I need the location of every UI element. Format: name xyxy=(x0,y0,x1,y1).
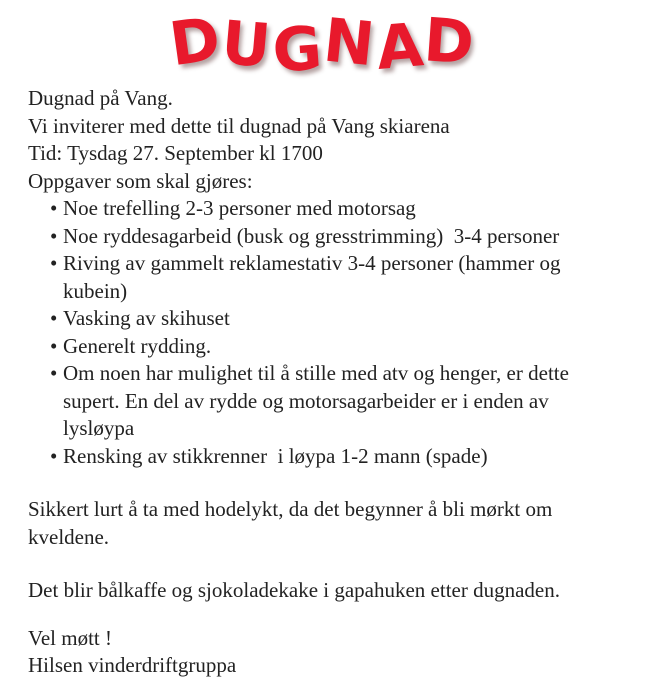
bullet-icon: • xyxy=(50,306,58,330)
closing-line: Sikkert lurt å ta med hodelykt, da det begynner å bli mørkt om xyxy=(28,497,553,521)
signoff-line: Vel møtt ! xyxy=(28,625,112,650)
signoff xyxy=(28,625,620,680)
task-text: Generelt rydding. xyxy=(63,333,212,358)
bullet-icon: • xyxy=(50,443,58,468)
task-list xyxy=(28,195,620,470)
flyer-body xyxy=(0,85,646,680)
task-text: Vasking av skihuset xyxy=(63,306,230,330)
task-text: Noe trefelling 2-3 personer med motorsag xyxy=(63,196,416,220)
task-item xyxy=(28,250,620,305)
intro-line-3: Tid: Tysdag 27. September kl 1700 xyxy=(28,141,323,165)
task-item xyxy=(28,443,620,471)
flyer-page xyxy=(0,4,646,697)
closing-paragraph-headlamp xyxy=(28,496,620,551)
task-text: Om noen har mulighet til å stille med atv og henger, er dette xyxy=(63,361,569,385)
task-text: kubein) xyxy=(63,278,128,303)
task-item xyxy=(28,360,620,443)
bullet-icon: • xyxy=(50,361,58,385)
intro-line-1: Dugnad på Vang. xyxy=(28,86,173,110)
task-text: supert. En del av rydde og motorsagarbeider er i enden av xyxy=(63,388,549,413)
task-text: Riving av gammelt reklamestativ 3-4 personer (hammer og xyxy=(63,251,561,275)
intro-line-2: Vi inviterer med dette til dugnad på Vang skiarena xyxy=(28,113,450,138)
task-text: lysløypa xyxy=(63,416,135,440)
task-item xyxy=(28,195,620,223)
task-text: Noe ryddesagarbeid (busk og gresstrimming) 3-4 personer xyxy=(63,223,560,248)
bullet-icon: • xyxy=(50,196,58,220)
intro-line-4: Oppgaver som skal gjøres: xyxy=(28,168,253,193)
task-item xyxy=(28,305,620,333)
signoff-line: Hilsen vinderdriftgruppa xyxy=(28,653,237,677)
flyer-title: DUGNAD xyxy=(165,3,479,87)
bullet-icon: • xyxy=(50,333,58,358)
task-text: Rensking av stikkrenner i løypa 1-2 mann (spade) xyxy=(63,443,488,468)
bullet-icon: • xyxy=(50,251,58,275)
closing-paragraph-coffee xyxy=(28,577,620,605)
task-item xyxy=(28,223,620,251)
closing-line: kveldene. xyxy=(28,524,110,549)
task-item xyxy=(28,333,620,361)
closing-line: Det blir bålkaffe og sjokoladekake i gapahuken etter dugnaden. xyxy=(28,578,561,602)
bullet-icon: • xyxy=(50,223,58,248)
